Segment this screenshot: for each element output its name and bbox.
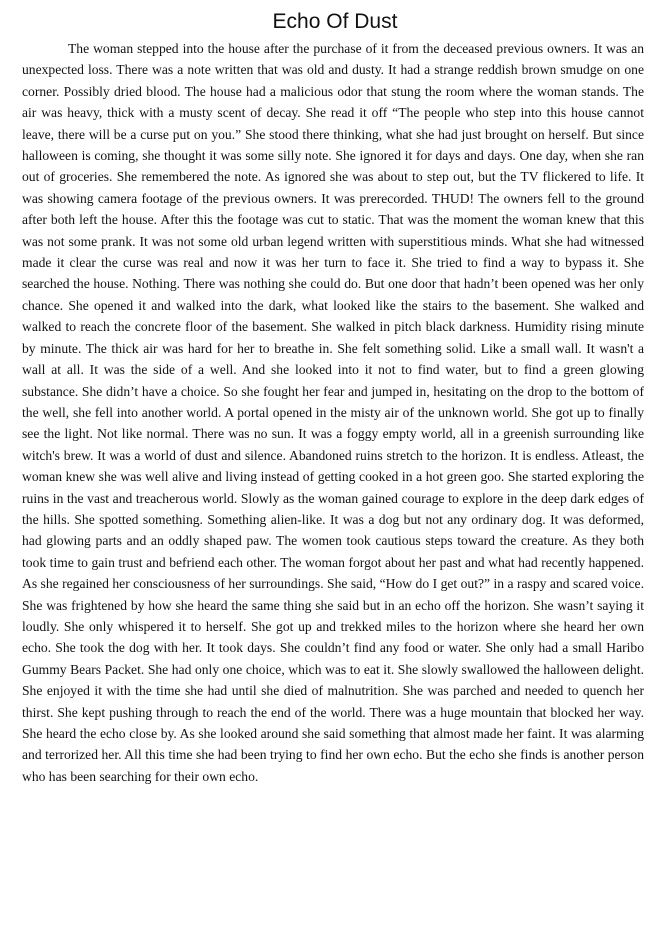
story-paragraph: The woman stepped into the house after the purchase of it from the deceased previous owners. It was an unexpected loss. There was a note written that was old and dusty. It had a strange reddish brown smudge on one corner. Possibly dried blood. The house had a malicious odor that stung the room where the woman stands. The air was heavy, thick with a musty scent of decay. She read it off “The people who step into this house cannot leave, there will be a curse put on you.” She stood there thinking, what she had just brought on herself. But since halloween is coming, she thought it was some silly note. She ignored it for days and days. One day, when she ran out of groceries. She remembered the note. As ignored she was about to step out, but the TV flickered to life. It was showing camera footage of the previous owners. It was prerecorded. THUD! The owners fell to the ground after both left the house. After this the footage was cut to static. That was the moment the woman knew that this was not some prank. It was not some old urban legend written with superstitious minds. What she had witnessed made it clear the curse was real and now it was her turn to face it. She tried to find a way to bypass it. She searched the house. Nothing. There was nothing she could do. But one door that hadn’t been opened was her only chance. She opened it and walked into the dark, what looked like the stairs to the basement. She walked and walked to reach the concrete floor of the basement. She walked in pitch black darkness. Humidity rising minute by minute. The thick air was hard for her to breathe in. She felt something solid. Like a small wall. It wasn't a wall at all. It was the side of a well. And she looked into it not to find water, but to find a green glowing substance. She didn’t have a choice. So she fought her fear and jumped in, hesitating on the drop to the bottom of the well, she fell into another world. A portal opened in the misty air of the unknown world. She got up to finally see the light. Not like normal. There was no sun. It was a foggy empty world, all in a greenish surrounding like witch's brew. It was a world of dust and silence. Abandoned ruins stretch to the horizon. It is endless. Atleast, the woman knew she was well alive and living instead of getting cooked in a hot green goo. She started exploring the ruins in the vast and treacherous world. Slowly as the woman gained courage to explore in the deep dark edges of the hills. She spotted something. Something alien-like. It was a dog but not any ordinary dog. It was deformed, had glowing parts and an oddly shaped paw. The women took cautious steps toward the creature. As they both took time to gain trust and befriend each other. The woman forgot about her past and what had recently happened. As she regained her consciousness of her surroundings. She said, “How do I get out?” in a raspy and scared voice. She was frightened by how she heard the same thing she said but in an echo off the horizon. She wasn’t saying it loudly. She only whispered it to herself. She got up and trekked miles to the horizon where she heard her own echo. She took the dog with her. It took days. She couldn’t find any food or water. She only had a small Haribo Gummy Bears Packet. She had only one choice, which was to eat it. She slowly swallowed the halloween delight. She enjoyed it with the time she had until she died of malnutrition. She was parched and needed to quench her thirst. She kept pushing through to reach the end of the world. There was a huge mountain that blocked her way. She heard the echo close by. As she looked around she said something that almost made her faint. It was alarming and terrorized her. All this time she had been trying to find her own echo. But the echo she finds is another person who has been searching for their own echo. <box>22 41 644 784</box>
document-title: Echo Of Dust <box>272 10 398 33</box>
